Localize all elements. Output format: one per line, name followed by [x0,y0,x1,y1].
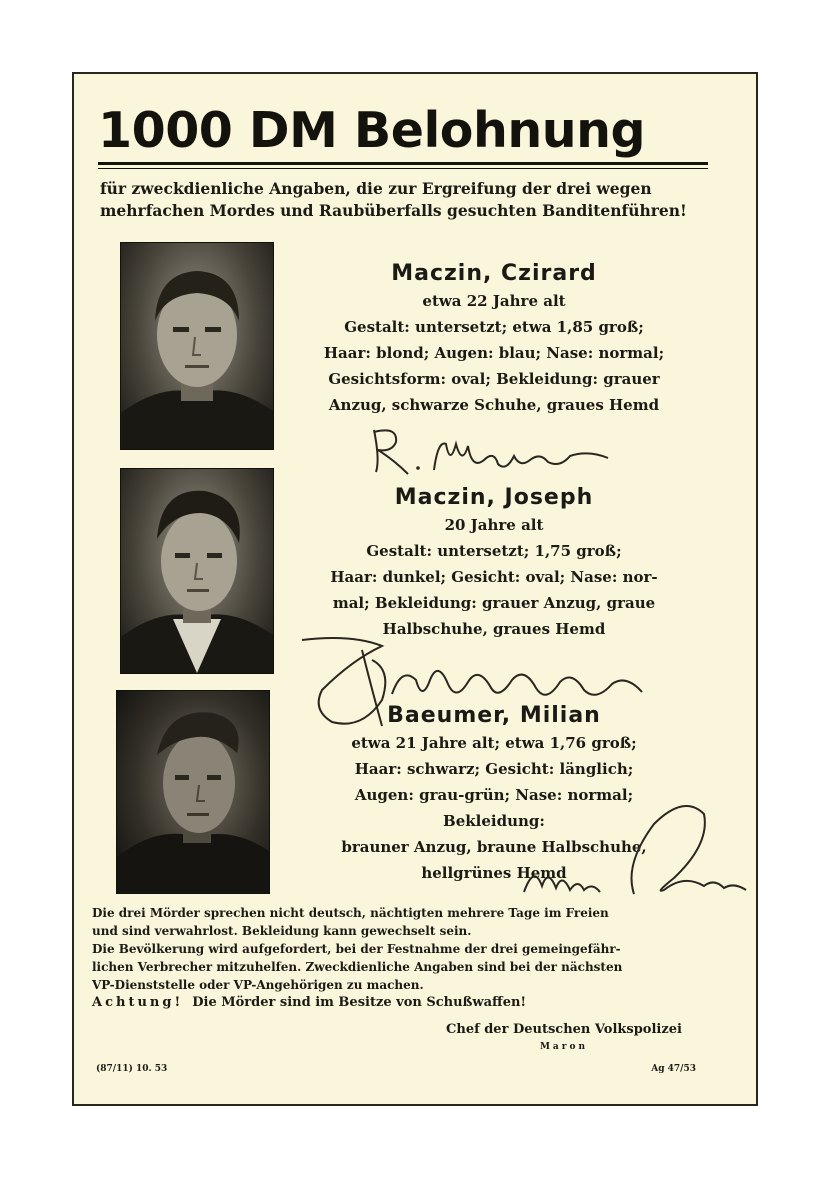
suspect-name: Maczin, Czirard [391,261,597,286]
footer-line: und sind verwahrlost. Bekleidung kann gewechselt sein. [92,924,472,938]
footer-warning [92,994,752,1012]
print-code-right: Ag 47/53 [651,1064,696,1074]
suspect-name: Maczin, Joseph [394,485,594,510]
footer-line: lichen Verbrecher mitzuhelfen. Zweckdienliche Angaben sind bei der nächsten [92,960,623,974]
suspect-detail: mal; Bekleidung: grauer Anzug, graue [332,594,656,612]
suspect-detail: Anzug, schwarze Schuhe, graues Hemd [328,396,660,414]
poster-footer [92,904,752,1012]
suspect-detail: Gesichtsform: oval; Bekleidung: grauer [328,370,660,388]
suspect-detail: Gestalt: untersetzt; etwa 1,85 groß; [344,318,644,336]
poster-subtitle [100,178,740,222]
signature-3 [514,794,754,904]
footer-paragraph-1 [92,904,752,940]
subtitle-line: für zweckdienliche Angaben, die zur Ergreifung der drei wegen [100,179,652,198]
portrait-image [117,691,269,893]
suspect-photo-1 [120,242,274,450]
print-code-left: (87/11) 10. 53 [96,1064,168,1074]
portrait-image [121,469,273,673]
subtitle-line: mehrfachen Mordes und Raubüberfalls gesuchten Banditenführen! [100,201,687,220]
suspect-detail: Haar: schwarz; Gesicht: länglich; [354,760,634,778]
issuer-title: Chef der Deutschen Volkspolizei [446,1022,682,1037]
suspect-age: etwa 21 Jahre alt; etwa 1,76 groß; [351,734,637,752]
suspect-detail: Bekleidung: [443,812,545,830]
footer-line: VP-Dienststelle oder VP-Angehörigen zu machen. [92,978,424,992]
poster-title: 1000 DM Belohnung [98,102,646,159]
title-rule-thin [98,168,708,169]
suspect-detail: Haar: dunkel; Gesicht: oval; Nase: nor- [330,568,658,586]
suspect-age: etwa 22 Jahre alt [422,292,566,310]
suspect-detail: Haar: blond; Augen: blau; Nase: normal; [323,344,665,362]
suspect-detail: brauner Anzug, braune Halbschuhe, [341,838,647,856]
suspect-name: Baeumer, Milian [387,703,601,728]
wanted-poster [72,72,758,1106]
issuer-name: Maron [539,1042,589,1052]
suspect-age: 20 Jahre alt [444,516,544,534]
suspect-detail: hellgrünes Hemd [421,864,567,882]
title-rule [98,162,708,165]
suspect-detail: Gestalt: untersetzt; 1,75 groß; [366,542,622,560]
suspect-description-2 [294,484,694,642]
footer-line: Die Bevölkerung wird aufgefordert, bei der Festnahme der drei gemeingefähr- [92,942,621,956]
footer-paragraph-2 [92,940,752,994]
portrait-image [121,243,273,449]
warning-text: Die Mörder sind im Besitze von Schußwaffen! [192,995,527,1010]
suspect-description-1 [294,260,694,418]
suspect-detail: Halbschuhe, graues Hemd [382,620,606,638]
signature-1 [364,420,644,480]
suspect-photo-2 [120,468,274,674]
suspect-photo-3 [116,690,270,894]
footer-line: Die drei Mörder sprechen nicht deutsch, nächtigten mehrere Tage im Freien [92,906,609,920]
suspect-detail: Augen: grau-grün; Nase: normal; [354,786,634,804]
attention-label: Achtung! [92,995,184,1010]
